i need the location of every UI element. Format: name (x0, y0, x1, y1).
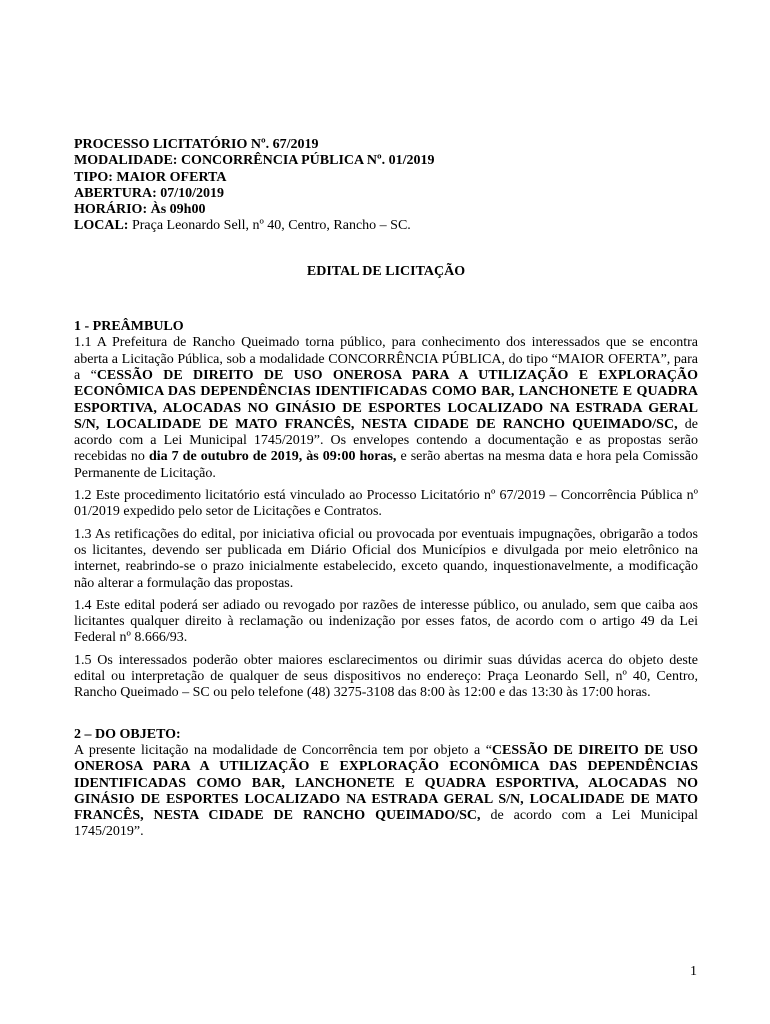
document-page (74, 137, 698, 841)
p11-object-bold: CESSÃO DE DIREITO DE USO ONEROSA PARA A UTILIZAÇÃO E EXPLORAÇÃO ECONÔMICA DAS DEPENDÊNCIAS IDENTIFICADAS COMO BAR, LANCHONETE E QUADRA ESPORTIVA, ALOCADAS NO GINÁSIO DE ESPORTES LOCALIZADO NA ESTRADA GERAL S/N, LOCALIDADE DE MATO FRANCÊS, NESTA CIDADE DE RANCHO QUEIMADO/SC, (74, 367, 698, 432)
page-number: 1 (690, 964, 697, 979)
section-2-heading: 2 – DO OBJETO: (74, 726, 181, 742)
p11-text-c: de acordo com a Lei Municipal 1745/2019”. Os envelopes contendo a documentação e as propostas serão recebidas no (74, 416, 699, 465)
time: HORÁRIO: Às 09h00 (74, 202, 206, 218)
document-title: EDITAL DE LICITAÇÃO (306, 263, 466, 279)
p11-date-bold: dia 7 de outubro de 2019, às 09:00 horas, (148, 449, 397, 465)
opening-date: ABERTURA: 07/10/2019 (74, 185, 225, 201)
p21-text-a: A presente licitação na modalidade de Concorrência tem por objeto a “ (74, 742, 492, 758)
paragraph-1-2: 1.2 Este procedimento licitatório está vinculado ao Processo Licitatório nº 67/2019 – Concorrência Pública nº 01/2019 expedido pelo setor de Licitações e Contratos. (74, 488, 698, 520)
type: TIPO: MAIOR OFERTA (74, 169, 227, 185)
location-value: Praça Leonardo Sell, nº 40, Centro, Rancho – SC. (128, 218, 411, 234)
process-number: PROCESSO LICITATÓRIO Nº. 67/2019 (74, 137, 319, 152)
location-label: LOCAL: (74, 218, 129, 234)
p21-object-bold: CESSÃO DE DIREITO DE USO ONEROSA PARA A UTILIZAÇÃO E EXPLORAÇÃO ECONÔMICA DAS DEPENDÊNCIAS IDENTIFICADAS COMO BAR, LANCHONETE E QUADRA ESPORTIVA, ALOCADAS NO GINÁSIO DE ESPORTES LOCALIZADO NA ESTRADA GERAL S/N, LOCALIDADE DE MATO FRANCÊS, NESTA CIDADE DE RANCHO QUEIMADO/SC, (74, 742, 698, 824)
paragraph-1-4: 1.4 Este edital poderá ser adiado ou revogado por razões de interesse público, ou anulado, sem que caiba aos licitantes qualquer direito à reclamação ou indenização por esses fatos, de acordo com o artigo 49 da Lei Federal nº 8.666/93. (74, 597, 698, 646)
paragraph-1-5: 1.5 Os interessados poderão obter maiores esclarecimentos ou dirimir suas dúvidas acerca do objeto deste edital ou interpretação de qualquer de seus dispositivos no endereço: Praça Leonardo Sell, nº 40, Centro, Rancho Queimado – SC ou pelo telefone (48) 3275-3108 das 8:00 às 12:00 e das 13:30 às 17:00 horas. (74, 652, 698, 701)
document-header (74, 137, 698, 235)
p21-text-c: de acordo com a Lei Municipal 1745/2019”. (74, 808, 699, 840)
location (74, 218, 698, 234)
modality: MODALIDADE: CONCORRÊNCIA PÚBLICA Nº. 01/2019 (74, 153, 435, 169)
paragraph-1-3: 1.3 As retificações do edital, por iniciativa oficial ou provocada por eventuais impugnações, obrigarão a todos os licitantes, devendo ser publicada em Diário Oficial dos Municípios e divulgada por meio eletrônico na internet, reabrindo-se o prazo inicialmente estabelecido, exceto quando, inquestionavelmente, a modificação não alterar a formulação das propostas. (74, 526, 698, 591)
paragraph-1-1 (74, 335, 698, 482)
paragraph-2-1 (74, 743, 698, 841)
p11-text-a: 1.1 A Prefeitura de Rancho Queimado torna público, para conhecimento dos interessados que se encontra aberta a Licitação Pública, sob a modalidade CONCORRÊNCIA PÚBLICA, do tipo “MAIOR OFERTA”, para a “ (74, 335, 698, 383)
section-1-heading: 1 - PREÂMBULO (74, 319, 184, 335)
p11-text-e: e serão abertas na mesma data e hora pela Comissão Permanente de Licitação. (74, 449, 699, 481)
